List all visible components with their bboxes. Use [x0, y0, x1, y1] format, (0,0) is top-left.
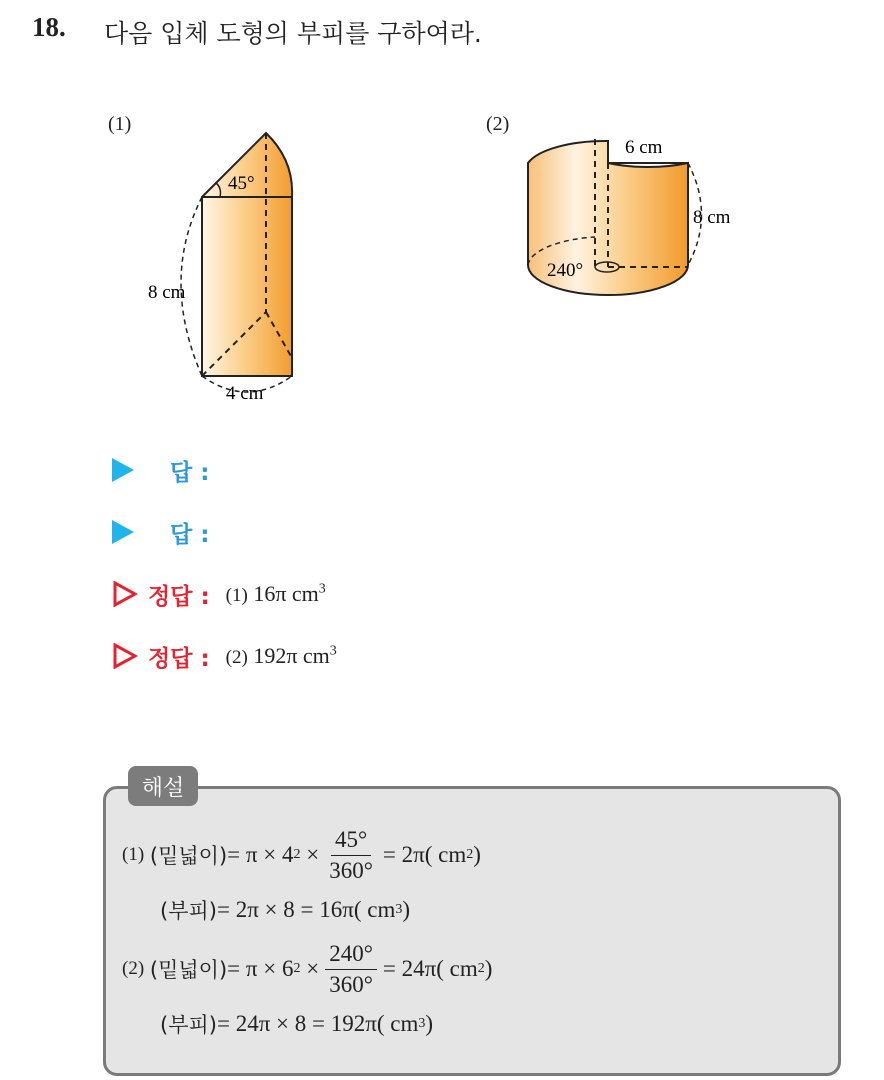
figure2-cylinder-sector — [515, 125, 755, 305]
correct-label: 정답 : — [148, 583, 210, 610]
answer-label: 답 : — [170, 521, 210, 548]
figure1-prism — [140, 120, 330, 410]
figure1-angle: 45° — [228, 173, 255, 194]
outline-triangle-icon — [112, 643, 138, 669]
solution-line-1: (1) (밑넓이) = π × 4 2 × $\frac{45^\circ}{360^\circ}$ = 2π( cm 2 ) — [122, 826, 481, 883]
question-number: 18. — [32, 12, 66, 42]
figure1-label: (1) — [108, 113, 132, 135]
answer1: (1) 16π $cm^3$ — [225, 581, 326, 606]
solution-tab: 해설 — [128, 766, 198, 806]
play-icon — [112, 458, 134, 482]
figure1-height: 8 cm — [148, 282, 186, 303]
correct-answer-1 — [112, 577, 326, 611]
figure2-label: (2) — [486, 113, 510, 135]
answer-blank-2[interactable] — [112, 515, 209, 549]
figure2-radius: 6 cm — [625, 137, 663, 158]
figure2-angle: 240° — [547, 260, 584, 281]
answer-label: 답 : — [170, 459, 210, 486]
answer2: (2) 192π $cm^3$ — [225, 643, 337, 668]
correct-label: 정답 : — [148, 645, 210, 672]
figure2-height: 8 cm — [693, 207, 731, 228]
solution-line-3: (2) (밑넓이) = π × 6 2 × $\frac{240^\circ}{360^\circ}$ = 24π( cm 2 ) — [122, 940, 493, 997]
question-text: 다음 입체 도형의 부피를 구하여라. — [104, 19, 482, 48]
correct-answer-2 — [112, 639, 337, 673]
figure1-radius: 4 cm — [226, 383, 264, 404]
prism-body — [202, 133, 292, 376]
solution-line-4: (부피) = 24π × 8 = 192π( cm 3 ) — [160, 1011, 434, 1037]
solution-line-2: (부피) = 2π × 8 = 16π( cm 3 ) — [160, 897, 411, 923]
outline-triangle-icon — [112, 581, 138, 607]
answer-blank-1[interactable] — [112, 453, 209, 487]
play-icon — [112, 520, 134, 544]
